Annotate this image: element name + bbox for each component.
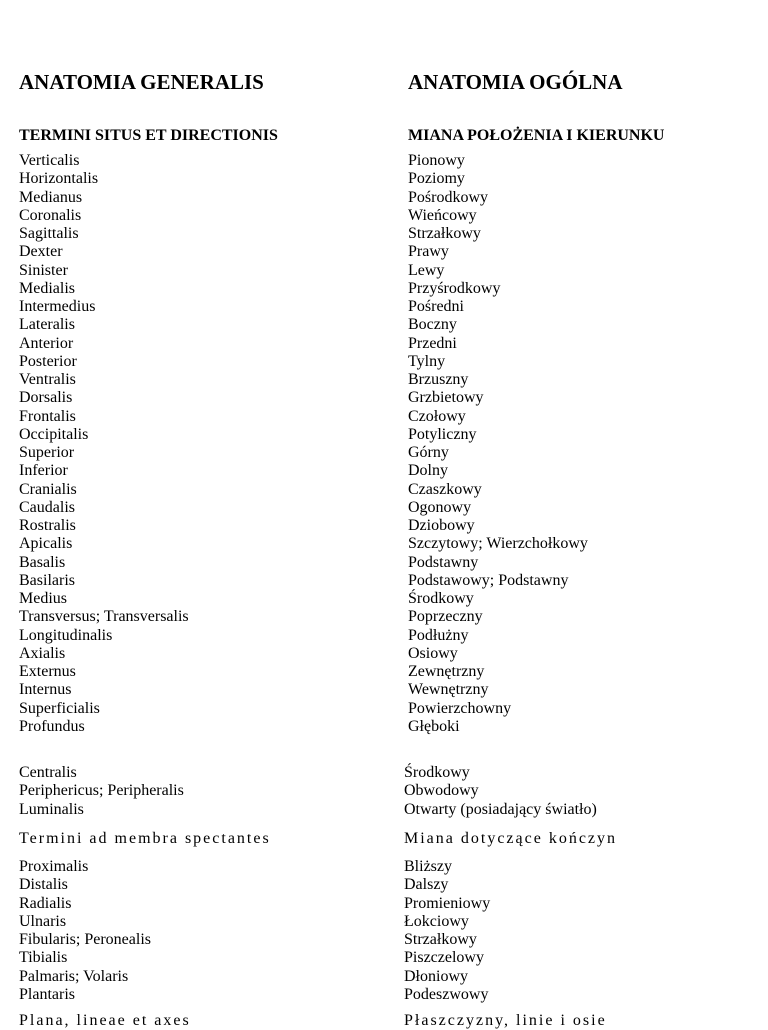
section2-latin-list (19, 764, 184, 819)
term-item: Occipitalis (19, 425, 89, 443)
term-item: Ogonowy (408, 498, 472, 516)
term-item: Strzałkowy (408, 225, 481, 242)
term-item: Verticalis (19, 152, 80, 169)
section3-heading-latin: Termini ad membra spectantes (19, 830, 271, 847)
term-item: Basalis (19, 553, 66, 571)
term-item: Dalszy (404, 876, 449, 894)
term-item: Podeszwowy (404, 985, 489, 1003)
term-item: Dziobowy (408, 517, 475, 534)
term-item: Potyliczny (408, 425, 477, 443)
term-item: Przedni (408, 334, 457, 352)
section1-heading-latin: TERMINI SITUS ET DIRECTIONIS (19, 127, 278, 144)
term-item: Otwarty (posiadający światło) (404, 800, 597, 818)
term-item: Lewy (408, 261, 445, 279)
term-item: Poziomy (408, 170, 465, 188)
term-item: Brzuszny (408, 371, 469, 388)
term-item: Centralis (19, 764, 77, 781)
term-item: Zewnętrzny (408, 663, 485, 680)
term-item: Wewnętrzny (408, 681, 489, 699)
term-item: Lateralis (19, 316, 75, 334)
term-item: Grzbietowy (408, 389, 484, 407)
term-item: Tibialis (19, 949, 68, 967)
term-item: Intermedius (19, 298, 96, 315)
term-item: Transversus; Transversalis (19, 608, 189, 626)
term-item: Tylny (408, 352, 446, 370)
term-item: Plantaris (19, 985, 75, 1003)
term-item: Łokciowy (404, 912, 469, 930)
title-polish: ANATOMIA OGÓLNA (408, 70, 623, 94)
term-item: Sinister (19, 261, 68, 279)
term-item: Longitudinalis (19, 626, 113, 644)
term-item: Bliższy (404, 858, 452, 875)
term-item: Pośredni (408, 298, 464, 315)
section1-polish-list (408, 152, 588, 736)
term-item: Górny (408, 444, 449, 461)
term-item: Rostralis (19, 517, 76, 534)
term-item: Inferior (19, 462, 68, 480)
term-item: Obwodowy (404, 782, 479, 800)
term-item: Piszczelowy (404, 949, 484, 967)
term-item: Podstawny (408, 553, 479, 571)
term-item: Powierzchowny (408, 699, 512, 717)
term-item: Dexter (19, 243, 63, 261)
term-item: Radialis (19, 894, 72, 912)
term-item: Środkowy (404, 764, 470, 781)
term-item: Czaszkowy (408, 480, 482, 498)
term-item: Ulnaris (19, 912, 67, 930)
section3-polish-list (404, 858, 490, 1004)
term-item: Promieniowy (404, 894, 491, 912)
term-item: Fibularis; Peronealis (19, 931, 151, 948)
term-item: Superior (19, 444, 75, 461)
term-item: Pośrodkowy (408, 188, 489, 206)
term-item: Czołowy (408, 407, 466, 425)
term-item: Przyśrodkowy (408, 279, 501, 297)
term-item: Proximalis (19, 858, 89, 875)
term-item: Poprzeczny (408, 608, 483, 626)
term-item: Cranialis (19, 480, 77, 498)
term-item: Środkowy (408, 590, 474, 607)
term-item: Apicalis (19, 535, 73, 553)
title-latin: ANATOMIA GENERALIS (19, 70, 264, 94)
section4-heading-polish: Płaszczyzny, linie i osie (404, 1012, 607, 1029)
term-item: Superficialis (19, 699, 100, 717)
term-item: Horizontalis (19, 170, 99, 188)
term-item: Dorsalis (19, 389, 73, 407)
term-item: Podstawowy; Podstawny (408, 571, 569, 589)
term-item: Internus (19, 681, 72, 699)
term-item: Wieńcowy (408, 206, 477, 224)
term-item: Frontalis (19, 407, 76, 425)
term-item: Głęboki (408, 717, 460, 735)
term-item: Posterior (19, 352, 77, 370)
term-item: Dłoniowy (404, 967, 468, 985)
term-item: Profundus (19, 717, 85, 735)
section4-heading-latin: Plana, lineae et axes (19, 1012, 191, 1029)
term-item: Sagittalis (19, 225, 79, 242)
term-item: Medius (19, 590, 67, 607)
term-item: Dolny (408, 462, 448, 480)
section1-heading-polish: MIANA POŁOŻENIA I KIERUNKU (408, 127, 665, 144)
term-item: Ventralis (19, 371, 76, 388)
term-item: Boczny (408, 316, 457, 334)
section3-heading-polish: Miana dotyczące kończyn (404, 830, 618, 847)
term-item: Caudalis (19, 498, 75, 516)
term-item: Externus (19, 663, 76, 680)
term-item: Anterior (19, 334, 74, 352)
term-item: Palmaris; Volaris (19, 967, 129, 985)
term-item: Axialis (19, 644, 66, 662)
section1-latin-list (19, 152, 189, 736)
term-item: Luminalis (19, 800, 84, 818)
term-item: Coronalis (19, 206, 82, 224)
section2-polish-list (404, 764, 597, 819)
section3-latin-list (19, 858, 151, 1004)
term-item: Distalis (19, 876, 68, 894)
term-item: Medialis (19, 279, 75, 297)
term-item: Pionowy (408, 152, 465, 169)
term-item: Podłużny (408, 626, 469, 644)
term-item: Prawy (408, 243, 449, 261)
term-item: Osiowy (408, 644, 458, 662)
term-item: Szczytowy; Wierzchołkowy (408, 535, 588, 553)
term-item: Basilaris (19, 571, 75, 589)
term-item: Medianus (19, 188, 83, 206)
term-item: Periphericus; Peripheralis (19, 782, 184, 800)
term-item: Strzałkowy (404, 931, 477, 948)
